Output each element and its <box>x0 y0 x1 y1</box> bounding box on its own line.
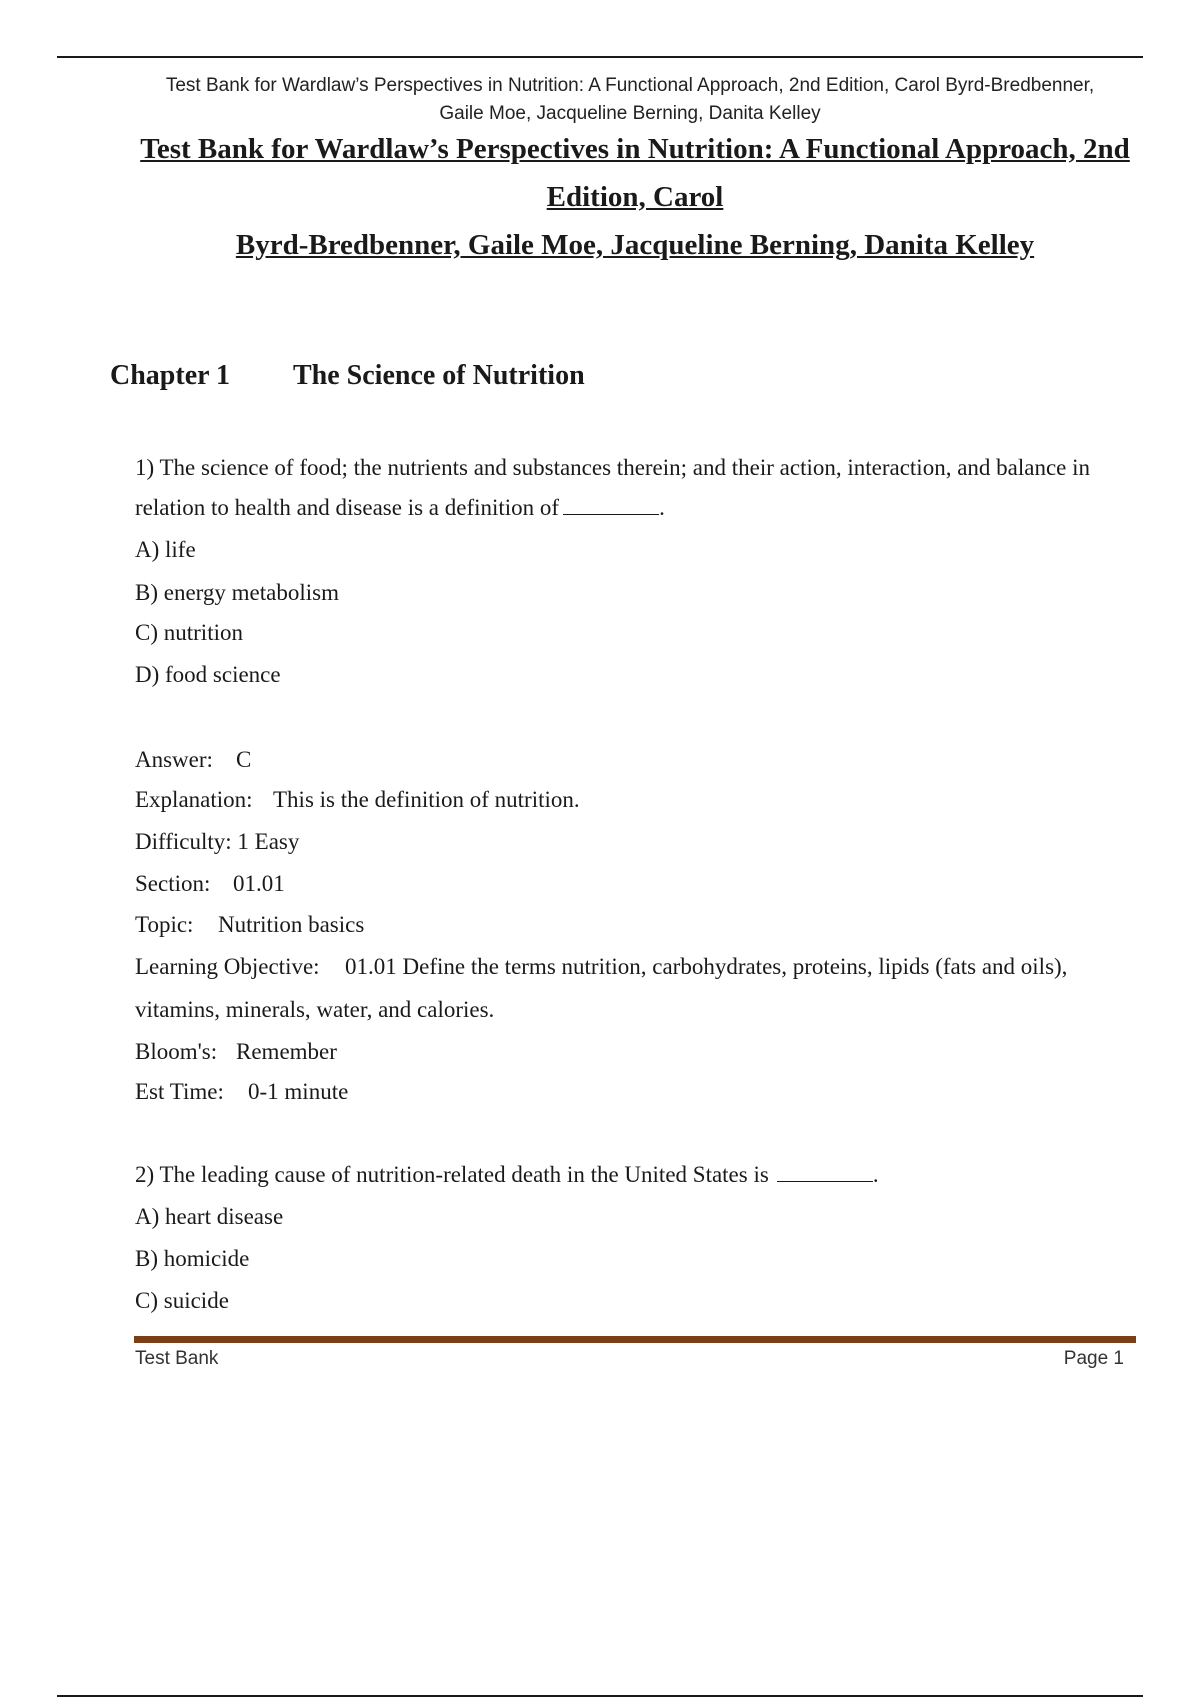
q1-explanation <box>135 787 580 813</box>
topic-label: Topic: <box>135 912 194 937</box>
q1-difficulty: Difficulty: 1 Easy <box>135 829 300 854</box>
q1-section <box>135 871 285 897</box>
q1-option-c: C) nutrition <box>135 620 243 645</box>
q1-stem-text: relation to health and disease is a definition of <box>135 495 560 520</box>
q2-answer-blank <box>777 1163 873 1182</box>
q1-stem-end: . <box>659 495 665 520</box>
blooms-label: Bloom's: <box>135 1039 218 1064</box>
topic-value: Nutrition basics <box>218 912 365 937</box>
footer-rule <box>134 1336 1136 1343</box>
q2-option-c: C) suicide <box>135 1288 229 1313</box>
q1-blooms <box>135 1039 337 1065</box>
top-rule <box>57 56 1143 58</box>
chapter-name: The Science of Nutrition <box>293 360 585 391</box>
objective-text: 01.01 Define the terms nutrition, carbohydrates, proteins, lipids (fats and oils), <box>345 954 1068 979</box>
section-value: 01.01 <box>233 871 285 896</box>
objective-label: Learning Objective: <box>135 954 320 979</box>
section-label: Section: <box>135 871 211 896</box>
chapter-heading <box>110 360 585 392</box>
q1-objective-line1 <box>135 954 1067 980</box>
q1-answer-blank <box>563 496 659 515</box>
explanation-label: Explanation: <box>135 787 253 812</box>
time-value: 0-1 minute <box>248 1079 349 1104</box>
q1-stem-line2 <box>135 495 665 521</box>
chapter-number: Chapter 1 <box>110 360 231 391</box>
q1-stem-line1: 1) The science of food; the nutrients and substances therein; and their action, interaction, and balance in <box>135 455 1091 480</box>
document-title <box>120 125 1150 269</box>
blooms-value: Remember <box>236 1039 337 1064</box>
q1-answer <box>135 747 251 773</box>
q1-option-b: B) energy metabolism <box>135 580 339 605</box>
answer-label: Answer: <box>135 747 213 772</box>
q1-option-a: A) life <box>135 537 196 562</box>
running-header-line2: Gaile Moe, Jacqueline Berning, Danita Kelley <box>439 103 821 124</box>
running-header-line1: Test Bank for Wardlaw’s Perspectives in Nutrition: A Functional Approach, 2nd Edition, Carol Byrd-Bredbenner, <box>165 75 1095 96</box>
q1-topic <box>135 912 364 938</box>
q1-option-d: D) food science <box>135 662 281 687</box>
q2-option-a: A) heart disease <box>135 1204 284 1229</box>
q2-stem-end: . <box>872 1162 879 1187</box>
bottom-rule <box>57 1695 1143 1697</box>
answer-value: C <box>236 747 252 772</box>
time-label: Est Time: <box>135 1079 224 1104</box>
q2-option-b: B) homicide <box>135 1246 250 1271</box>
title-line3: Byrd-Bredbenner, Gaile Moe, Jacqueline Berning, Danita Kelley <box>235 229 1035 261</box>
q2-stem <box>135 1162 879 1188</box>
title-line1: Test Bank for Wardlaw’s Perspectives in Nutrition: A Functional Approach, 2nd <box>140 133 1130 165</box>
q1-objective-line2: vitamins, minerals, water, and calories. <box>135 997 495 1022</box>
footer-page-number: Page 1 <box>1063 1348 1124 1369</box>
q1-est-time <box>135 1079 348 1105</box>
title-line2: Edition, Carol <box>546 181 724 213</box>
footer-left: Test Bank <box>135 1348 219 1369</box>
running-header <box>120 72 1140 128</box>
q2-stem-text: 2) The leading cause of nutrition-related death in the United States is <box>135 1162 769 1187</box>
explanation-value: This is the definition of nutrition. <box>273 787 580 812</box>
